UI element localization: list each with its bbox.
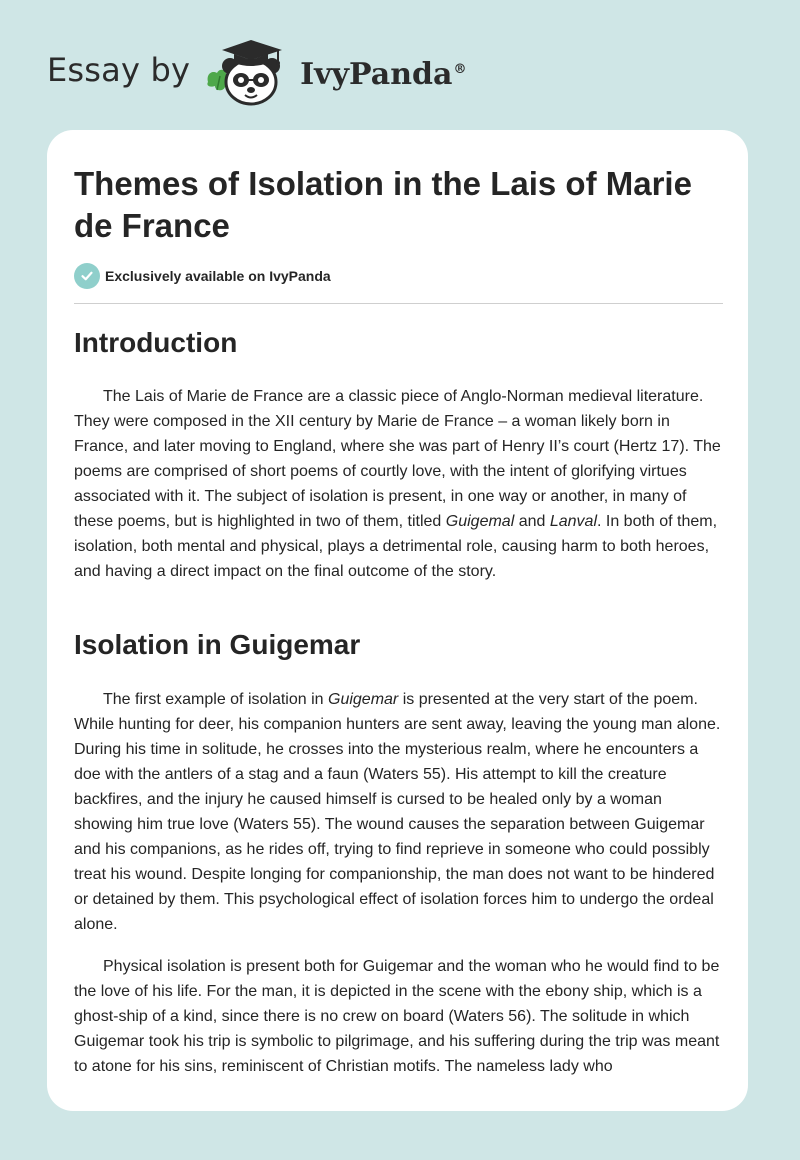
- work-title-lanval: Lanval: [549, 513, 597, 530]
- panda-mascot-icon: [204, 36, 296, 108]
- paragraph-guigemar-2: Physical isolation is present both for Guigemar and the woman who he would find to be the love of his life. For the man, it is depicted in the scene with the ebony ship, which is a ghost-ship of a kind, since there is no crew on board (Waters 56). The solitude in which Guigemar took his trip is symbolic to pilgrimage, and his suffering during the trip was meant to atone for his sins, reminiscent of Christian motifs. The nameless lady who: [74, 958, 720, 1075]
- work-title-guigemal: Guigemal: [445, 513, 515, 530]
- paragraph-introduction: The Lais of Marie de France are a classic piece of Anglo-Norman medieval literature. They were composed in the XII century by Marie de France – a woman likely born in France, and later moving to England, where she was part of Henry II’s court (Hertz 17). The poems are comprised of short poems of courtly love, with the intent of glorifying virtues associated with it. The subject of isolation is present, in one way or another, in many of these poems, but is highlighted in two of them, titled Guigemal and Lanval. In both of them, isolation, both mental and physical, plays a detrimental role, causing harm to both heroes, and having a direct impact on the final outcome of the story.: [74, 388, 721, 580]
- exclusive-badge: [74, 263, 331, 289]
- section-heading-introduction: Introduction: [74, 327, 238, 358]
- work-title-guigemar: Guigemar: [328, 691, 399, 708]
- site-logo[interactable]: [47, 36, 466, 108]
- essay-card: [47, 130, 748, 1111]
- section-heading-guigemar: Isolation in Guigemar: [74, 629, 361, 660]
- brand-name: IvyPanda®: [300, 56, 467, 92]
- essay-title: Themes of Isolation in the Lais of Marie de France: [74, 165, 692, 244]
- paragraph-guigemar-1: The first example of isolation in Guigemar is presented at the very start of the poem. While hunting for deer, his companion hunters are sent away, leaving the young man alone. During his time in solitude, he crosses into the mysterious realm, where he encounters a doe with the antlers of a stag and a faun (Waters 55). His attempt to kill the creature backfires, and the injury he caused himself is cursed to be healed only by a woman showing him true love (Waters 55). The wound causes the separation between Guigemar and his companions, as he rides off, trying to find reprieve in someone who could possibly treat his wound. Despite longing for companionship, the man does not want to be hindered or detained by them. This psychological effect of isolation forces him to undergo the ordeal alone.: [74, 691, 721, 933]
- badge-label: Exclusively available on IvyPanda: [105, 268, 331, 284]
- check-circle-icon: [74, 263, 100, 289]
- registered-mark: ®: [453, 61, 467, 77]
- title-divider: [74, 303, 723, 304]
- brand-prefix: Essay by: [47, 51, 191, 89]
